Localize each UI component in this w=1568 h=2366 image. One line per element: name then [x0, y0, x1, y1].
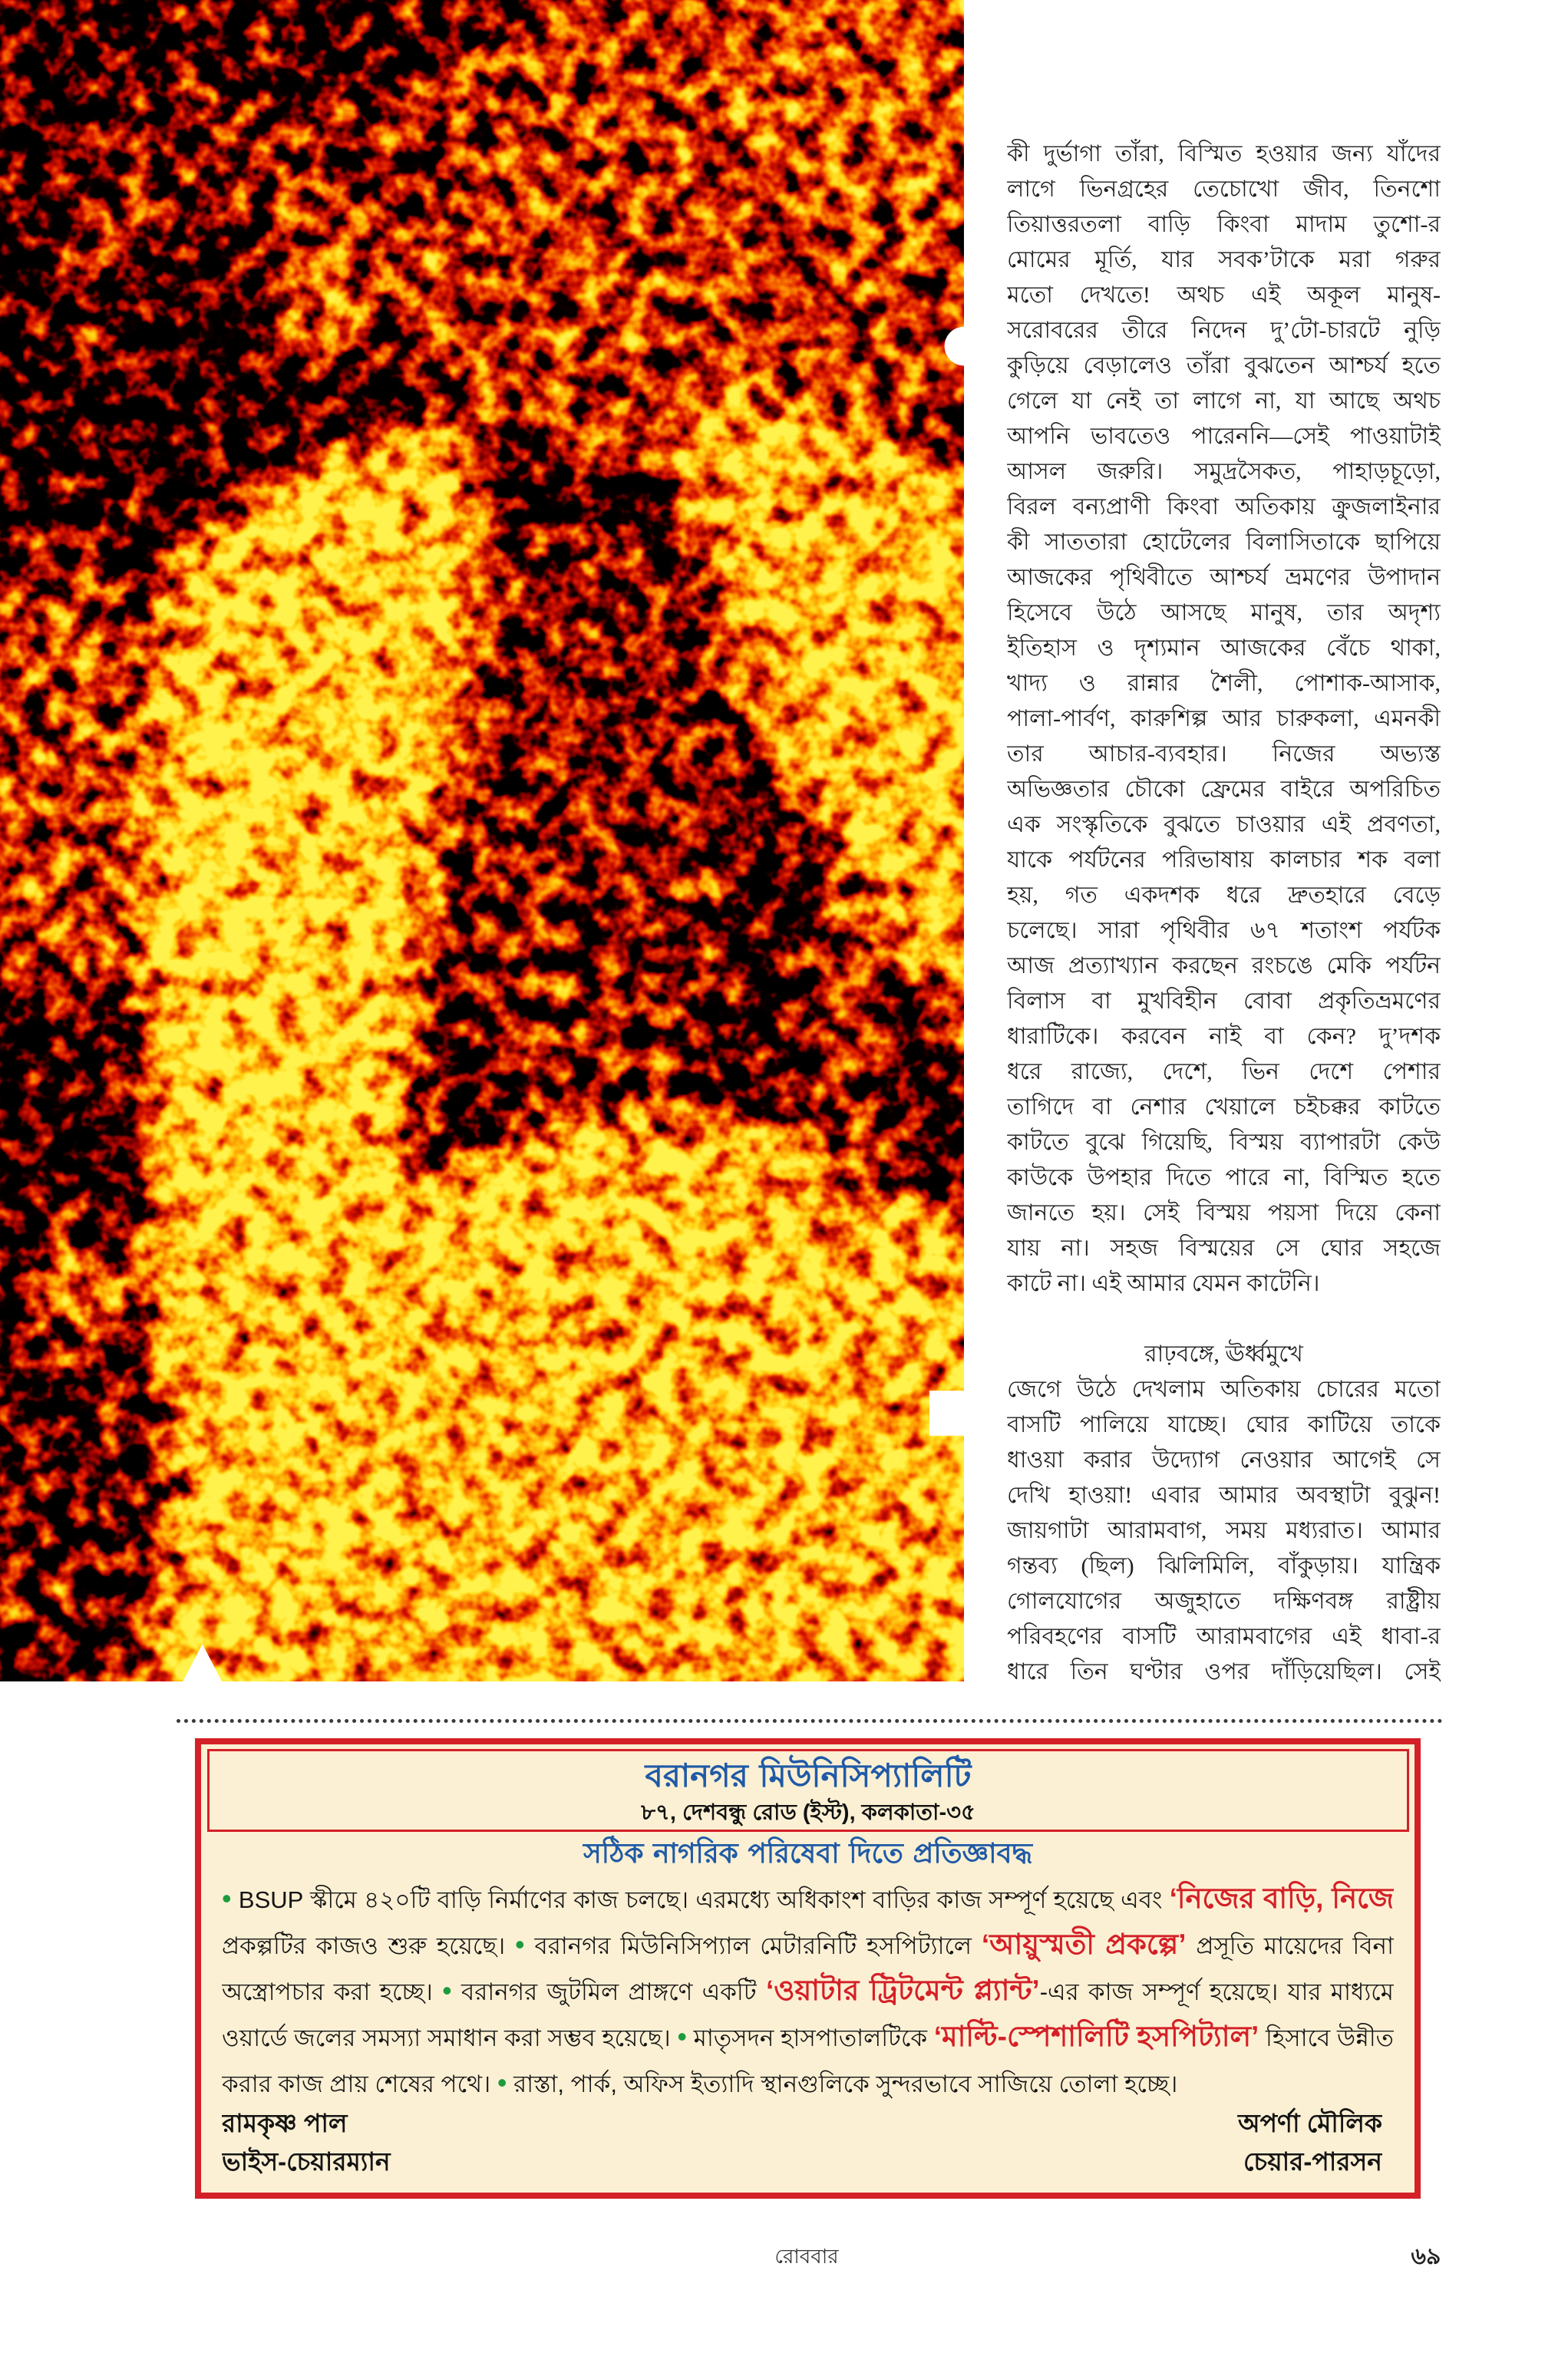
- article-line: দেখি হাওয়া! এবার আমার অবস্থাটা বুঝুন!: [1007, 1483, 1441, 1508]
- article-line: কী দুর্ভাগা তাঁরা, বিস্মিত হওয়ার জন্য যাঁদের: [1007, 141, 1441, 167]
- article-line: কাটতে বুঝে গিয়েছি, বিস্ময় ব্যাপারটা কেউ: [1007, 1130, 1441, 1155]
- municipality-advertisement: [195, 1738, 1421, 2199]
- article-line: ধারাটিকে। করবেন নাই বা কেন? দু’দশক: [1007, 1024, 1441, 1049]
- article-line: মোমের মূর্তি, যার সবক’টাকে মরা গরুর: [1007, 247, 1441, 272]
- article-line: গোলযোগের অজুহাতে দক্ষিণবঙ্গ রাষ্ট্রীয়: [1007, 1589, 1441, 1614]
- highlighted-phrase: ‘আয়ুস্মতী প্রকল্পে’: [981, 1929, 1187, 1960]
- article-line: আপনি ভাবতেও পারেননি—সেই পাওয়াটাই: [1007, 424, 1441, 449]
- ad-body-text: বরানগর মিউনিসিপ্যাল মেটারনিটি হসপিট্যালে: [534, 1932, 972, 1959]
- ad-body-text: করার কাজ প্রায় শেষের পথে।: [222, 2071, 491, 2097]
- signatory-left: [222, 2104, 682, 2181]
- bullet-icon: •: [515, 1929, 525, 1960]
- article-line: বাসটি পালিয়ে যাচ্ছে। ঘোর কাটিয়ে তাকে: [1007, 1412, 1441, 1437]
- article-line: মতো দেখতে! অথচ এই অকূল মানুষ-: [1007, 282, 1441, 308]
- bullet-icon: •: [677, 2021, 687, 2052]
- article-line: জেগে উঠে দেখলাম অতিকায় চোরের মতো: [1007, 1377, 1441, 1402]
- ad-body-text: প্রসূতি মায়েদের বিনা: [1196, 1932, 1394, 1959]
- photo-blob: [280, 210, 364, 375]
- signatory-designation: চেয়ার-পারসন: [1243, 2147, 1382, 2176]
- ad-address: ৮৭, দেশবন্ধু রোড (ইস্ট), কলকাতা-৩৫: [641, 1800, 975, 1825]
- article-line: তাগিদে বা নেশার খেয়ালে চইচক্কর কাটতে: [1007, 1094, 1441, 1120]
- article-line: ধাওয়া করার উদ্যোগ নেওয়ার আগেই সে: [1007, 1447, 1441, 1473]
- ad-body-line: [222, 2014, 1394, 2060]
- article-line: যাকে পর্যটনের পরিভাষায় কালচার শক বলা: [1007, 847, 1441, 873]
- ad-body-text: মাতৃসদন হাসপাতালটিকে: [693, 2024, 928, 2051]
- signatory-name: রামকৃষ্ণ পাল: [222, 2109, 348, 2137]
- signatory-designation: ভাইস-চেয়ারম্যান: [222, 2147, 391, 2176]
- article-paragraph-2: [1007, 1372, 1441, 1690]
- article-line: তিয়াত্তরতলা বাড়ি কিংবা মাদাম তুশো-র: [1007, 212, 1441, 237]
- article-line: হিসেবে উঠে আসছে মানুষ, তার অদৃশ্য: [1007, 600, 1441, 625]
- article-line: গন্তব্য (ছিল) ঝিলিমিলি, বাঁকুড়ায়। যান্ত্রিক: [1007, 1553, 1441, 1579]
- article-line: কী সাততারা হোটেলের বিলাসিতাকে ছাপিয়ে: [1007, 530, 1441, 555]
- bullet-icon: •: [222, 1883, 232, 1914]
- article-line: জায়গাটা আরামবাগ, সময় মধ্যরাত। আমার: [1007, 1518, 1441, 1543]
- ad-body-text: প্রকল্পটির কাজও শুরু হয়েছে।: [222, 1932, 506, 1959]
- article-line: হয়, গত একদশক ধরে দ্রুতহারে বেড়ে: [1007, 883, 1441, 908]
- highlighted-phrase: ‘নিজের বাড়ি, নিজে: [1169, 1883, 1394, 1914]
- dotted-divider: [177, 1719, 1443, 1723]
- article-line: আজকের পৃথিবীতে আশ্চর্য ভ্রমণের উপাদান: [1007, 565, 1441, 590]
- magazine-name: রোববার: [774, 2246, 839, 2268]
- ad-body-line: [222, 2060, 1394, 2106]
- article-line: অভিজ্ঞতার চৌকো ফ্রেমের বাইরে অপরিচিত: [1007, 777, 1441, 802]
- article-line: ধরে রাজ্যে, দেশে, ভিন দেশে পেশার: [1007, 1059, 1441, 1084]
- ad-slogan: সঠিক নাগরিক পরিষেবা দিতে প্রতিজ্ঞাবদ্ধ: [583, 1838, 1032, 1869]
- ad-header: [207, 1749, 1409, 1832]
- article-line: সরোবরের তীরে নিদেন দু’টো-চারটে নুড়ি: [1007, 318, 1441, 343]
- article-line: তার আচার-ব্যবহার। নিজের অভ্যস্ত: [1007, 741, 1441, 767]
- highlighted-phrase: ‘ওয়াটার ট্রিটমেন্ট প্ল্যান্ট’: [765, 1975, 1040, 2006]
- article-line: পরিবহণের বাসটি আরামবাগের এই ধাবা-র: [1007, 1624, 1441, 1649]
- page-number: ৬৯: [1411, 2244, 1441, 2269]
- article-line: যায় না। সহজ বিস্ময়ের সে ঘোর সহজে: [1007, 1236, 1441, 1261]
- cover-photo: [0, 0, 964, 1681]
- ad-body-text: হিসাবে উন্নীত: [1265, 2024, 1394, 2051]
- ad-body-line: [222, 1876, 1394, 1922]
- photo-blob: [442, 524, 742, 1153]
- photo-blob: [36, 1253, 120, 1325]
- photo-blob: [72, 223, 132, 271]
- article-line: জানতে হয়। সেই বিস্ময় পয়সা দিয়ে কেনা: [1007, 1200, 1441, 1226]
- photo-blob: [157, 719, 292, 1199]
- photo-texture: [0, 0, 964, 1681]
- ad-body: [222, 1876, 1394, 2106]
- article-line: চলেছে। সারা পৃথিবীর ৬৭ শতাংশ পর্যটক: [1007, 918, 1441, 943]
- article-line: এক সংস্কৃতিকে বুঝতে চাওয়ার এই প্রবণতা,: [1007, 812, 1441, 837]
- ad-title: বরানগর মিউনিসিপ্যালিটি: [645, 1757, 972, 1794]
- highlighted-phrase: ‘মাল্টি-স্পেশালিটি হসপিট্যাল’: [933, 2021, 1259, 2052]
- ad-body-text: -এর কাজ সম্পূর্ণ হয়েছে। যার মাধ্যমে: [1039, 1978, 1394, 2005]
- article-line: পালা-পার্বণ, কারুশিল্প আর চারুকলা, এমনকী: [1007, 706, 1441, 731]
- ad-body-line: [222, 1922, 1394, 1968]
- article-subheading: রাঢ়বঙ্গে, ঊর্ধ্বমুখে: [1144, 1341, 1303, 1367]
- article-line: লাগে ভিনগ্রহের তেচোখো জীব, তিনশো: [1007, 177, 1441, 202]
- article-line: আসল জরুরি। সমুদ্রসৈকত, পাহাড়চূড়ো,: [1007, 459, 1441, 484]
- article-line: বিলাস বা মুখবিহীন বোবা প্রকৃতিভ্রমণের: [1007, 988, 1441, 1014]
- article-column: [1007, 137, 1441, 1690]
- ad-body-text: BSUP স্কীমে ৪২০টি বাড়ি নির্মাণের কাজ চলছে। এরমধ্যে অধিকাংশ বাড়ির কাজ সম্পূর্ণ হয়েছে এবং: [238, 1886, 1163, 1913]
- photo-notch-square: [929, 1391, 964, 1436]
- article-line: কাউকে উপহার দিতে পারে না, বিস্মিত হতে: [1007, 1165, 1441, 1190]
- bullet-icon: •: [442, 1975, 452, 2006]
- article-line: কাটে না। এই আমার যেমন কাটেনি।: [1007, 1271, 1320, 1296]
- photo-blob: [60, 82, 450, 247]
- article-line: ইতিহাস ও দৃশ্যমান আজকের বেঁচে থাকা,: [1007, 635, 1441, 661]
- article-line: গেলে যা নেই তা লাগে না, যা আছে অথচ: [1007, 388, 1441, 414]
- ad-body-line: [222, 1968, 1394, 2014]
- article-line: বিরল বন্যপ্রাণী কিংবা অতিকায় ক্রুজলাইনার: [1007, 494, 1441, 520]
- ad-body-text: রাস্তা, পার্ক, অফিস ইত্যাদি স্থানগুলিকে সুন্দরভাবে সাজিয়ে তোলা হচ্ছে।: [513, 2071, 1178, 2097]
- article-paragraph-1: [1007, 137, 1441, 1302]
- ad-body-text: অস্ত্রোপচার করা হচ্ছে।: [222, 1978, 433, 2005]
- article-line: ধারে তিন ঘণ্টার ওপর দাঁড়িয়েছিল। সেই: [1007, 1659, 1441, 1685]
- article-line: খাদ্য ও রান্নার শৈলী, পোশাক-আসাক,: [1007, 671, 1441, 696]
- article-line: কুড়িয়ে বেড়ালেও তাঁরা বুঝতেন আশ্চর্য হতে: [1007, 353, 1441, 378]
- article-line: আজ প্রত্যাখ্যান করছেন রংচঙে মেকি পর্যটন: [1007, 953, 1441, 978]
- signatory-right: [922, 2104, 1382, 2181]
- signatory-name: অপর্ণা মৌলিক: [1238, 2109, 1382, 2137]
- ad-body-text: ওয়ার্ডে জলের সমস্যা সমাধান করা সম্ভব হয়েছে।: [222, 2024, 671, 2051]
- bullet-icon: •: [497, 2067, 507, 2098]
- photo-blob: [805, 854, 889, 1244]
- ad-body-text: বরানগর জুটমিল প্রাঙ্গণে একটি: [461, 1978, 757, 2005]
- photo-blob: [390, 1318, 964, 1681]
